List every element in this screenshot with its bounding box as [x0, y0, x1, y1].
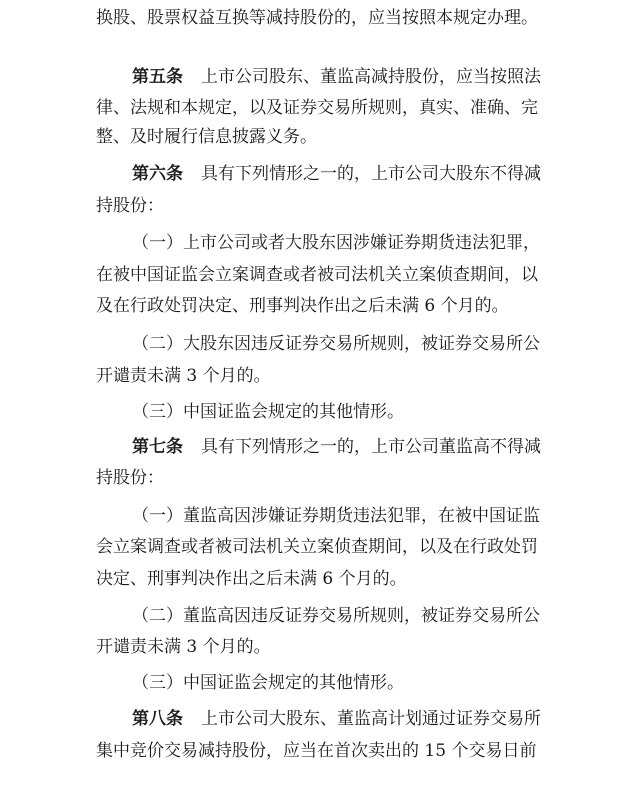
text-line [96, 97, 538, 119]
line-text: 律、法规和本规定，以及证券交易所规则，真实、准确、完 [96, 98, 538, 118]
line-text: （一）上市公司或者大股东因涉嫌证券期货违法犯罪， [132, 233, 540, 253]
line-text: 上市公司大股东、董监高计划通过证券交易所 [201, 709, 541, 729]
text-line [96, 126, 317, 148]
line-text: （一）董监高因涉嫌证券期货违法犯罪，在被中国证监 [132, 506, 540, 526]
text-line [96, 636, 271, 658]
article-heading: 第八条 [132, 709, 183, 729]
text-line [96, 7, 538, 29]
line-text: （三）中国证监会规定的其他情形。 [132, 402, 404, 422]
line-text: 开谴责未满 3 个月的。 [96, 637, 271, 657]
line-text: 具有下列情形之一的，上市公司董监高不得减 [201, 437, 541, 457]
text-line [132, 232, 540, 254]
article-5-line [132, 66, 541, 88]
article-7-line [132, 436, 541, 458]
line-text: （二）大股东因违反证券交易所规则，被证券交易所公 [132, 334, 540, 354]
line-text: 具有下列情形之一的，上市公司大股东不得减 [201, 164, 541, 184]
line-text: （三）中国证监会规定的其他情形。 [132, 673, 404, 693]
text-line [132, 672, 404, 694]
line-text: 在被中国证监会立案调查或者被司法机关立案侦查期间，以 [96, 265, 538, 285]
line-text: 整、及时履行信息披露义务。 [96, 127, 317, 147]
line-text: 集中竞价交易减持股份，应当在首次卖出的 15 个交易日前 [96, 741, 537, 761]
text-line [96, 264, 538, 286]
text-line [96, 536, 538, 558]
article-8-line [132, 708, 541, 730]
line-text: 持股份： [96, 196, 164, 216]
article-heading: 第五条 [132, 67, 183, 87]
text-line [96, 568, 407, 590]
text-line [96, 195, 164, 217]
article-heading: 第七条 [132, 437, 183, 457]
text-line [132, 401, 404, 423]
line-text: 开谴责未满 3 个月的。 [96, 366, 271, 386]
text-line [96, 467, 164, 489]
line-text: 决定、刑事判决作出之后未满 6 个月的。 [96, 569, 407, 589]
text-line [96, 740, 536, 762]
text-line [132, 333, 540, 355]
line-text: 会立案调查或者被司法机关立案侦查期间，以及在行政处罚 [96, 537, 538, 557]
text-line [132, 605, 540, 627]
text-line [132, 505, 540, 527]
line-text: 持股份： [96, 468, 164, 488]
text-line [96, 365, 271, 387]
article-6-line [132, 163, 541, 185]
line-text: 上市公司股东、董监高减持股份，应当按照法 [201, 67, 541, 87]
article-heading: 第六条 [132, 164, 183, 184]
line-text: （二）董监高因违反证券交易所规则，被证券交易所公 [132, 606, 540, 626]
text-line [96, 295, 509, 317]
line-text: 换股、股票权益互换等减持股份的，应当按照本规定办理。 [96, 8, 538, 28]
line-text: 及在行政处罚决定、刑事判决作出之后未满 6 个月的。 [96, 296, 509, 316]
